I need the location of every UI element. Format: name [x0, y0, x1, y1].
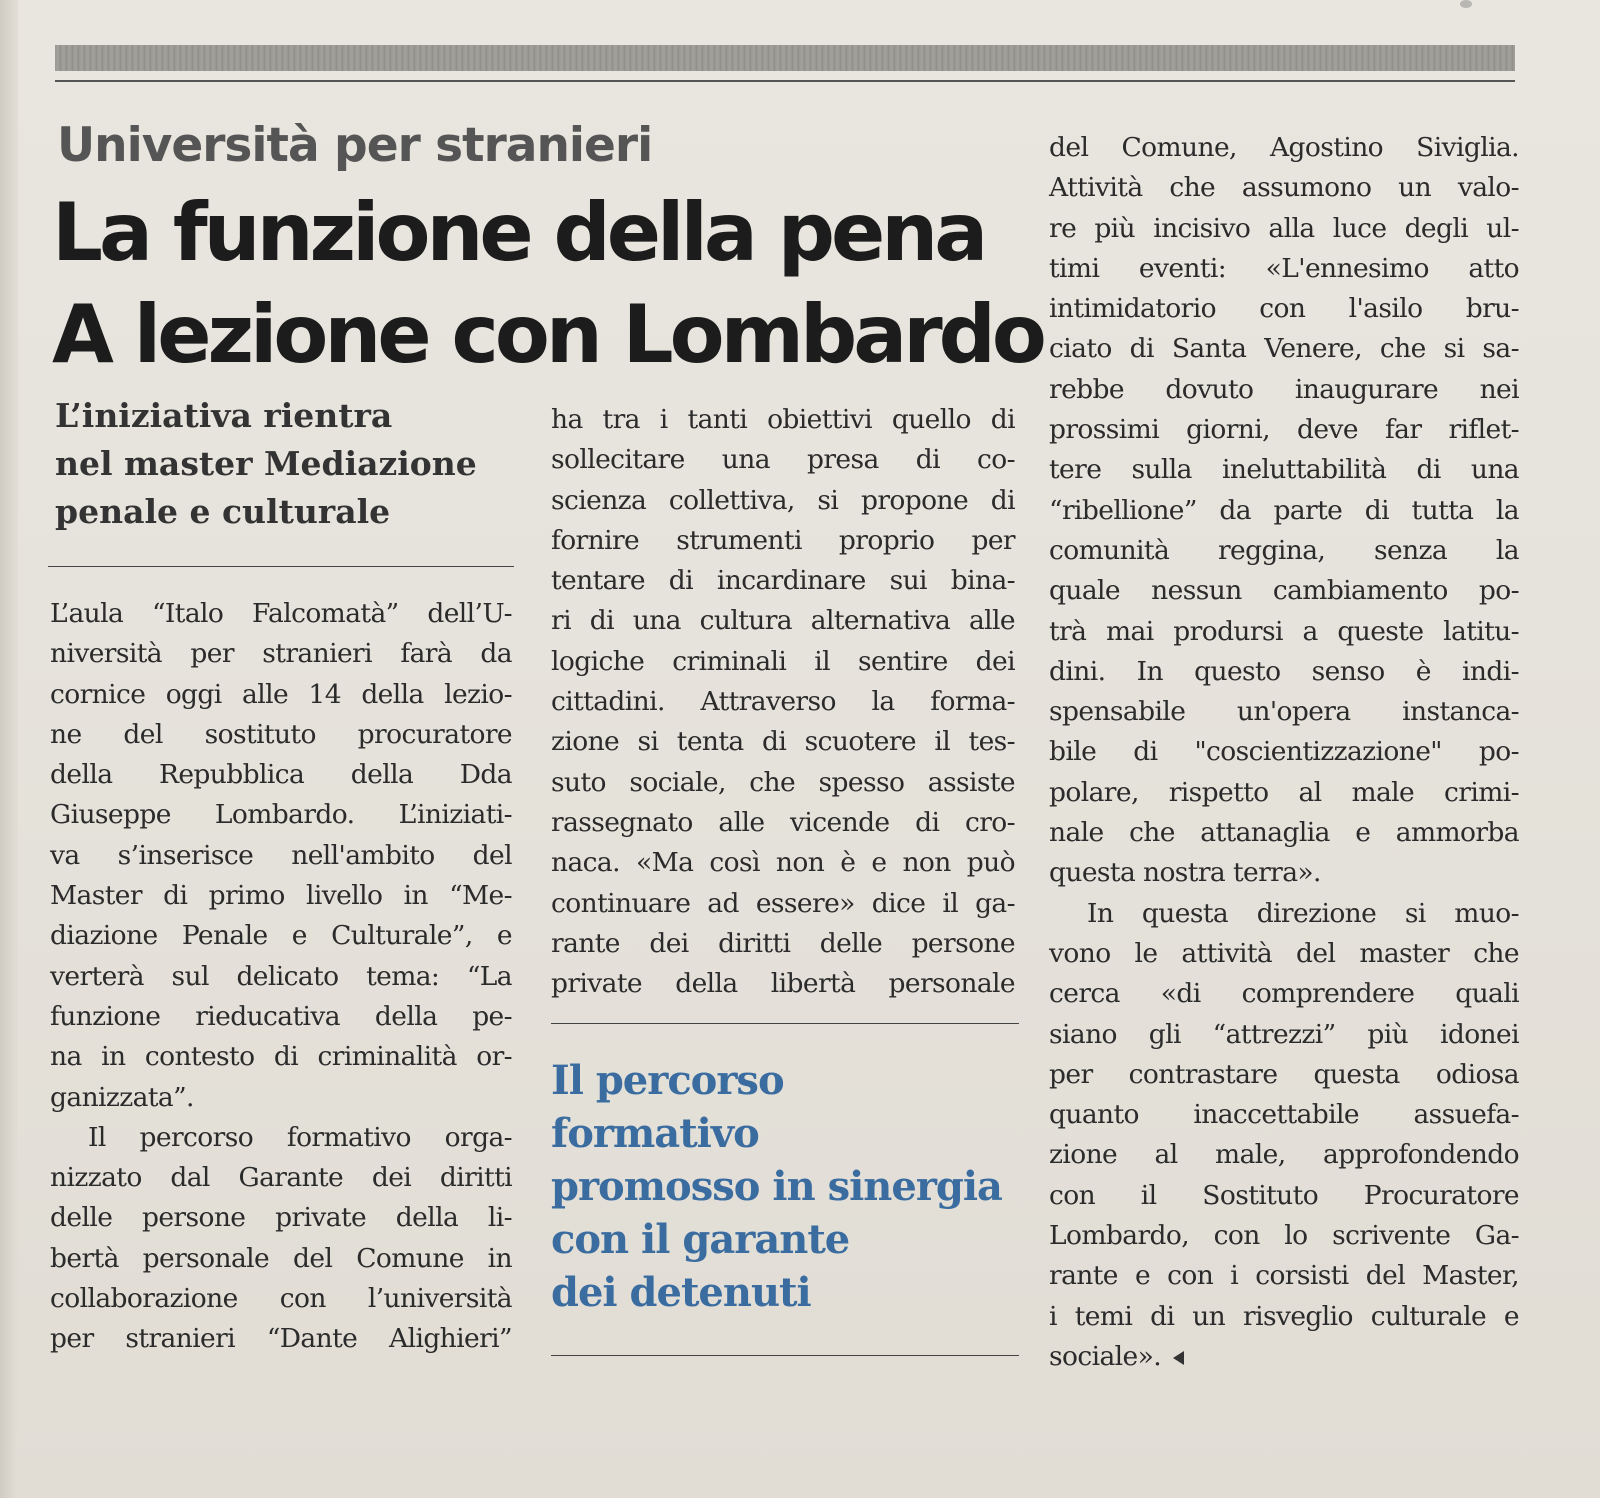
headline-line: A lezione con Lombardo — [52, 288, 1043, 381]
text-line: ne del sostituto procuratore — [50, 718, 512, 750]
text-line: fornire strumenti proprio per — [551, 524, 1015, 556]
text-line: “ribellione” da parte di tutta la — [1049, 494, 1519, 526]
subhead-line: penale e culturale — [55, 492, 391, 531]
text-line: na in contesto di criminalità or- — [50, 1041, 512, 1073]
subhead-divider — [48, 566, 514, 567]
text-line: della Repubblica della Dda — [50, 759, 512, 791]
text-line: Lombardo, con lo scrivente Ga- — [1049, 1220, 1519, 1252]
text-line: L’aula “Italo Falcomatà” dell’U- — [50, 598, 512, 629]
text-line: per contrastare questa odiosa — [1049, 1058, 1519, 1090]
ink-smudge — [1460, 0, 1472, 8]
header-rule — [55, 80, 1515, 82]
text-line: Il percorso formativo orga- — [88, 1121, 512, 1153]
text-line: delle persone private della li- — [50, 1202, 512, 1234]
pullquote-line: con il garante — [551, 1216, 850, 1263]
pullquote-line: dei detenuti — [551, 1269, 811, 1316]
final-text: sociale». — [1049, 1340, 1162, 1372]
text-line: Attività che assumono un valo- — [1049, 172, 1519, 204]
text-line: dini. In questo senso è indi- — [1049, 655, 1519, 687]
text-line: rante dei diritti delle persone — [551, 927, 1015, 959]
header-band — [55, 45, 1515, 71]
end-of-article-icon — [1173, 1351, 1184, 1365]
pullquote-line: formativo — [551, 1110, 759, 1157]
text-line: quanto inaccettabile assuefa- — [1049, 1099, 1519, 1131]
article-kicker: Università per stranieri — [57, 118, 653, 173]
text-line: cerca «di comprendere quali — [1049, 978, 1519, 1010]
text-line: i temi di un risveglio culturale e — [1049, 1300, 1519, 1332]
text-line: siano gli “attrezzi” più idonei — [1049, 1018, 1519, 1050]
text-line: nale che attanaglia e ammorba — [1049, 817, 1519, 849]
page-fold-edge — [0, 0, 18, 1498]
text-line: spensabile un'opera instanca- — [1049, 696, 1519, 728]
text-line: per stranieri “Dante Alighieri” — [50, 1323, 512, 1355]
text-line: re più incisivo alla luce degli ul- — [1049, 212, 1519, 244]
body-column-1 — [50, 594, 512, 1360]
text-line: rante e con i corsisti del Master, — [1049, 1260, 1519, 1292]
text-line: ganizzata”. — [50, 1081, 194, 1113]
text-line: continuare ad essere» dice il ga- — [551, 887, 1015, 919]
pullquote-bottom-rule — [551, 1355, 1019, 1356]
text-line: comunità reggina, senza la — [1049, 534, 1519, 566]
text-line: cornice oggi alle 14 della lezio- — [50, 678, 512, 710]
text-line: prossimi giorni, deve far riflet- — [1049, 414, 1519, 446]
subhead-line: L’iniziativa rientra — [55, 396, 393, 435]
article-headline — [52, 182, 1043, 386]
text-line: quale nessun cambiamento po- — [1049, 575, 1519, 607]
text-line: bertà personale del Comune in — [50, 1242, 512, 1274]
text-line: polare, rispetto al male crimi- — [1049, 776, 1519, 808]
text-line: tentare di incardinare sui bina- — [551, 565, 1015, 597]
text-line: Master di primo livello in “Me- — [50, 880, 512, 912]
text-line: funzione rieducativa della pe- — [50, 1000, 512, 1032]
text-line: rassegnato alle vicende di cro- — [551, 806, 1015, 838]
text-line: del Comune, Agostino Siviglia. — [1049, 132, 1519, 163]
text-line: private della libertà personale — [551, 968, 1015, 1000]
text-line: logiche criminali il sentire dei — [551, 645, 1015, 677]
body-column-3 — [1049, 128, 1519, 1377]
text-line: questa nostra terra». — [1049, 857, 1321, 889]
text-line: sollecitare una presa di co- — [551, 444, 1015, 476]
text-line: tere sulla ineluttabilità di una — [1049, 454, 1519, 486]
text-line-final — [1049, 1337, 1519, 1377]
pull-quote — [551, 1054, 1002, 1319]
text-line: naca. «Ma così non è e non può — [551, 847, 1015, 879]
text-line: suto sociale, che spesso assiste — [551, 766, 1015, 798]
text-line: ha tra i tanti obiettivi quello di — [551, 404, 1015, 435]
headline-line: La funzione della pena — [52, 186, 985, 279]
text-line: ciato di Santa Venere, che si sa- — [1049, 333, 1519, 365]
text-line: Giuseppe Lombardo. L’iniziati- — [50, 799, 512, 831]
pullquote-top-rule — [551, 1023, 1019, 1024]
body-column-2 — [551, 400, 1015, 1004]
text-line: timi eventi: «L'ennesimo atto — [1049, 252, 1519, 284]
text-line: cittadini. Attraverso la forma- — [551, 686, 1015, 718]
text-line: ri di una cultura alternativa alle — [551, 605, 1015, 637]
pullquote-line: Il percorso — [551, 1057, 784, 1104]
text-line: diazione Penale e Culturale”, e — [50, 920, 512, 952]
text-line: nizzato dal Garante dei diritti — [50, 1162, 512, 1194]
text-line: collaborazione con l’università — [50, 1283, 512, 1315]
text-line: trà mai prodursi a queste latitu- — [1049, 615, 1519, 647]
text-line: con il Sostituto Procuratore — [1049, 1179, 1519, 1211]
text-line: intimidatorio con l'asilo bru- — [1049, 293, 1519, 325]
text-line: bile di "coscientizzazione" po- — [1049, 736, 1519, 768]
text-line: scienza collettiva, si propone di — [551, 484, 1015, 516]
text-line: verterà sul delicato tema: “La — [50, 960, 512, 992]
text-line: zione al male, approfondendo — [1049, 1139, 1519, 1171]
text-line: In questa direzione si muo- — [1087, 897, 1519, 929]
text-line: va s’inserisce nell'ambito del — [50, 839, 512, 871]
text-line: rebbe dovuto inaugurare nei — [1049, 373, 1519, 405]
pullquote-line: promosso in sinergia — [551, 1163, 1002, 1210]
text-line: vono le attività del master che — [1049, 937, 1519, 969]
text-line: niversità per stranieri farà da — [50, 638, 512, 670]
text-line: zione si tenta di scuotere il tes- — [551, 726, 1015, 758]
subhead-line: nel master Mediazione — [55, 444, 477, 483]
article-subhead — [55, 392, 525, 536]
